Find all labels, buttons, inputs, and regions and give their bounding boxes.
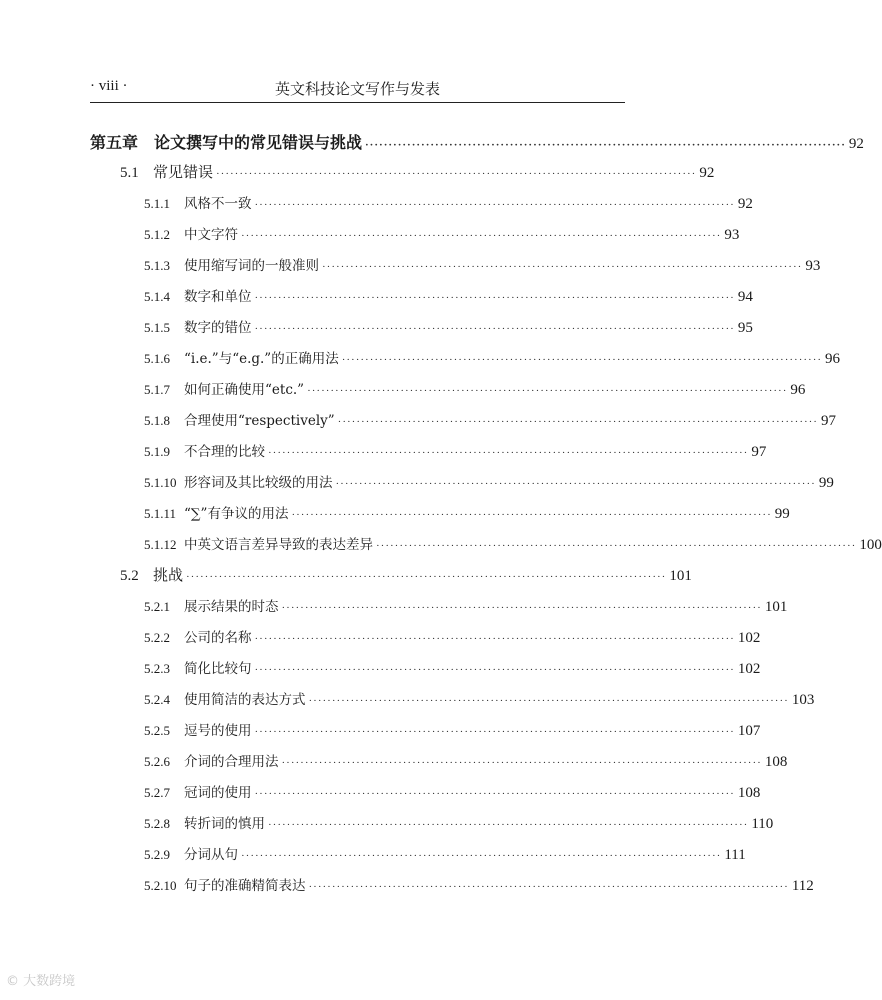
dot-leader: ······································································································· (254, 788, 735, 800)
section-title: 挑战 (153, 566, 184, 584)
entry-title: 使用缩写词的一般准则 (184, 258, 319, 274)
entry-number: 5.2.1 (144, 599, 170, 614)
page-number: 112 (791, 878, 814, 894)
page-number: 94 (737, 289, 753, 305)
toc-entry[interactable] (90, 688, 815, 714)
toc-entry[interactable] (90, 719, 761, 745)
dot-leader: ······································································································· (268, 447, 749, 459)
page-number: 100 (859, 537, 882, 553)
toc-entry[interactable] (90, 657, 761, 683)
toc-entry[interactable] (90, 254, 821, 280)
dot-leader: ······································································································· (254, 726, 735, 738)
toc-entry[interactable] (90, 874, 814, 900)
dot-leader: ······································································································· (281, 757, 762, 769)
dot-leader: ······································································································· (308, 881, 789, 893)
entry-number: 5.1.8 (144, 413, 170, 428)
entry-number: 5.1.3 (144, 258, 170, 273)
toc-entry[interactable] (90, 533, 882, 559)
entry-number: 5.1.6 (144, 351, 170, 366)
page-number: 102 (737, 661, 761, 677)
entry-number: 5.1.12 (144, 537, 177, 552)
entry-number: 5.2.8 (144, 816, 170, 831)
entry-title: 风格不一致 (184, 196, 252, 212)
page-number: 93 (724, 227, 740, 243)
toc-entry[interactable] (90, 440, 767, 466)
dot-leader: ······································································································· (186, 571, 667, 583)
toc-entry[interactable] (90, 316, 753, 342)
dot-leader: ······································································································· (307, 385, 788, 397)
toc-entry[interactable] (90, 378, 806, 404)
entry-title: 中文字符 (184, 227, 238, 243)
entry-number: 5.2.10 (144, 878, 177, 893)
toc-chapter-5[interactable] (90, 130, 864, 156)
entry-number: 5.2.6 (144, 754, 170, 769)
toc-entry[interactable] (90, 285, 753, 311)
toc-entry[interactable] (90, 626, 761, 652)
chapter-number: 第五章 (90, 135, 139, 152)
entry-title: 逗号的使用 (184, 723, 252, 739)
entry-title: 数字和单位 (184, 289, 252, 305)
section-number: 5.1 (120, 165, 139, 181)
entry-title: 不合理的比较 (184, 444, 265, 460)
entry-title: 冠词的使用 (184, 785, 252, 801)
page-number: 92 (848, 136, 864, 152)
entry-number: 5.2.5 (144, 723, 170, 738)
page-number: 107 (737, 723, 761, 739)
toc-section-5-2[interactable] (90, 564, 692, 590)
dot-leader: ······································································································· (341, 354, 823, 366)
dot-leader: ······································································································· (291, 509, 772, 521)
toc-entry[interactable] (90, 843, 746, 869)
entry-number: 5.1.4 (144, 289, 170, 304)
entry-title: 分词从句 (184, 847, 238, 863)
page-number: 96 (825, 351, 841, 367)
toc-entry[interactable] (90, 502, 790, 528)
dot-leader: ······································································································· (281, 602, 762, 614)
toc-entry[interactable] (90, 812, 774, 838)
toc-entry[interactable] (90, 750, 788, 776)
dot-leader: ······································································································· (254, 633, 735, 645)
dot-leader: ······································································································· (308, 695, 789, 707)
page-number: 108 (737, 785, 761, 801)
entry-title: 如何正确使用“etc.” (184, 382, 305, 398)
toc-entry[interactable] (90, 409, 836, 435)
dot-leader: ······································································································· (241, 230, 722, 242)
dot-leader: ······································································································· (322, 261, 803, 273)
entry-number: 5.1.11 (144, 506, 177, 521)
toc-entry[interactable] (90, 471, 834, 497)
entry-number: 5.2.3 (144, 661, 170, 676)
dot-leader: ······································································································· (254, 323, 735, 335)
toc-entry[interactable] (90, 781, 761, 807)
page-number: 93 (805, 258, 821, 274)
entry-title: 转折词的慎用 (184, 816, 265, 832)
toc-entry[interactable] (90, 347, 841, 373)
entry-title: “∑”有争议的用法 (184, 506, 289, 522)
entry-number: 5.2.2 (144, 630, 170, 645)
entry-number: 5.2.9 (144, 847, 170, 862)
page-folio: · viii · (90, 78, 128, 94)
entry-number: 5.1.5 (144, 320, 170, 335)
section-title: 常见错误 (153, 163, 214, 181)
dot-leader: ······································································································· (254, 199, 735, 211)
entry-number: 5.1.2 (144, 227, 170, 242)
page-number: 101 (764, 599, 788, 615)
dot-leader: ······································································································· (337, 416, 818, 428)
page-number: 99 (818, 475, 834, 491)
entry-title: 中英文语言差异导致的表达差异 (184, 537, 373, 553)
dot-leader: ······································································································· (376, 540, 857, 552)
dot-leader: ······································································································· (365, 139, 846, 151)
page-number: 102 (737, 630, 761, 646)
entry-number: 5.1.7 (144, 382, 170, 397)
dot-leader: ······································································································· (216, 168, 697, 180)
toc-entry[interactable] (90, 595, 788, 621)
page-number: 99 (774, 506, 790, 522)
entry-title: “i.e.”与“e.g.”的正确用法 (184, 351, 339, 367)
page-number: 101 (669, 568, 692, 584)
entry-title: 简化比较句 (184, 661, 252, 677)
page-number: 95 (737, 320, 753, 336)
section-number: 5.2 (120, 568, 139, 584)
page-number: 111 (724, 847, 746, 863)
toc-entry[interactable] (90, 223, 740, 249)
entry-title: 合理使用“respectively” (184, 413, 335, 429)
watermark: © 大数跨境 (6, 974, 76, 989)
entry-number: 5.2.7 (144, 785, 170, 800)
page-number: 96 (790, 382, 806, 398)
entry-title: 介词的合理用法 (184, 754, 279, 770)
page-number: 97 (751, 444, 767, 460)
toc-entry[interactable] (90, 192, 753, 218)
dot-leader: ······································································································· (268, 819, 749, 831)
page-number: 92 (737, 196, 753, 212)
entry-title: 展示结果的时态 (184, 599, 279, 615)
entry-title: 公司的名称 (184, 630, 252, 646)
dot-leader: ······································································································· (335, 478, 816, 490)
page-number: 103 (791, 692, 815, 708)
page-number: 108 (764, 754, 788, 770)
book-title: 英文科技论文写作与发表 (274, 80, 440, 98)
entry-number: 5.1.1 (144, 196, 170, 211)
entry-title: 形容词及其比较级的用法 (184, 475, 333, 491)
entry-title: 句子的准确精简表达 (184, 878, 306, 894)
dot-leader: ······································································································· (254, 292, 735, 304)
toc-section-5-1[interactable] (90, 161, 715, 187)
entry-number: 5.2.4 (144, 692, 170, 707)
page-number: 97 (820, 413, 836, 429)
running-header (90, 72, 625, 103)
dot-leader: ······································································································· (241, 850, 722, 862)
entry-title: 数字的错位 (184, 320, 252, 336)
entry-title: 使用简洁的表达方式 (184, 692, 306, 708)
chapter-title: 论文撰写中的常见错误与挑战 (154, 133, 363, 152)
dot-leader: ······································································································· (254, 664, 735, 676)
entry-number: 5.1.9 (144, 444, 170, 459)
page-number: 110 (751, 816, 774, 832)
page-number: 92 (699, 165, 715, 181)
entry-number: 5.1.10 (144, 475, 177, 490)
